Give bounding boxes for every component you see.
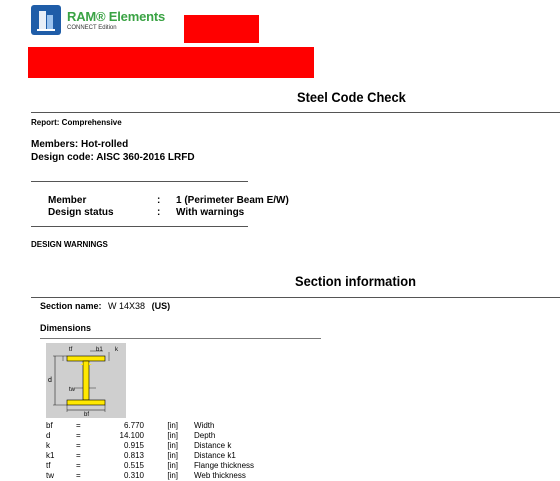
property-symbol: tw [46,471,54,480]
property-equals: = [76,431,81,440]
section-units: (US) [151,301,171,311]
building-icon [31,5,61,35]
section-name-value: W 14X38 [108,301,146,311]
property-equals: = [76,421,81,430]
property-unit: [in] [167,431,178,440]
diagram-label-d: d [48,377,52,384]
section-name [40,301,170,311]
property-symbol: k1 [46,451,55,460]
design-status-label: Design status [48,207,114,218]
property-symbol: d [46,431,51,440]
property-value: 14.100 [119,431,144,440]
member-separator: : [157,195,161,206]
property-unit: [in] [167,421,178,430]
property-equals: = [76,461,81,470]
member-value: 1 (Perimeter Beam E/W) [176,195,289,206]
section-name-label: Section name: [40,301,102,311]
page-title: Steel Code Check [297,89,406,105]
table-row [46,471,304,481]
redaction-block [184,15,259,43]
design-status-value: With warnings [176,207,245,218]
property-value: 0.915 [123,441,144,450]
member-divider-bottom [31,226,248,227]
property-value: 6.770 [123,421,144,430]
property-description: Width [194,421,215,430]
diagram-label-tf: tf [69,347,73,353]
redaction-block [28,47,314,78]
diagram-label-tw: tw [69,387,75,393]
design-status-separator: : [157,207,161,218]
table-row [46,451,304,461]
section-divider [31,297,560,298]
table-row [46,431,304,441]
title-divider [31,112,560,113]
property-description: Web thickness [194,471,246,480]
property-description: Flange thickness [194,461,255,470]
section-information-title: Section information [295,273,416,289]
diagram-label-k: k [115,347,118,353]
property-value: 0.515 [123,461,144,470]
property-equals: = [76,451,81,460]
property-unit: [in] [167,461,178,470]
dimensions-divider [40,338,321,339]
property-symbol: bf [46,421,53,430]
w-section-diagram [46,343,126,418]
property-value: 0.310 [123,471,144,480]
property-unit: [in] [167,451,178,460]
dimensions-heading: Dimensions [40,323,92,333]
property-symbol: tf [46,461,51,470]
design-code-line: Design code: AISC 360-2016 LRFD [31,152,195,163]
w-section-icon [46,343,126,418]
table-row [46,441,304,451]
property-symbol: k [46,441,50,450]
table-row [46,461,304,471]
members-line: Members: Hot-rolled [31,139,129,150]
report-type: Report: Comprehensive [31,118,122,127]
property-description: Depth [194,431,216,440]
property-unit: [in] [167,471,178,480]
logo-subtitle: CONNECT Edition [67,25,117,31]
property-description: Distance k1 [194,451,236,460]
property-unit: [in] [167,441,178,450]
property-equals: = [76,471,81,480]
logo-title: RAM® Elements [67,9,165,24]
diagram-label-bf: bf [84,412,90,418]
ram-elements-logo [31,5,61,35]
property-equals: = [76,441,81,450]
member-divider-top [31,181,248,182]
diagram-label-b1: b1 [96,347,103,353]
table-row [46,421,304,431]
member-label: Member [48,195,87,206]
property-value: 0.813 [123,451,144,460]
section-properties-table [46,421,304,481]
design-warnings-heading: DESIGN WARNINGS [31,240,108,249]
property-description: Distance k [194,441,232,450]
